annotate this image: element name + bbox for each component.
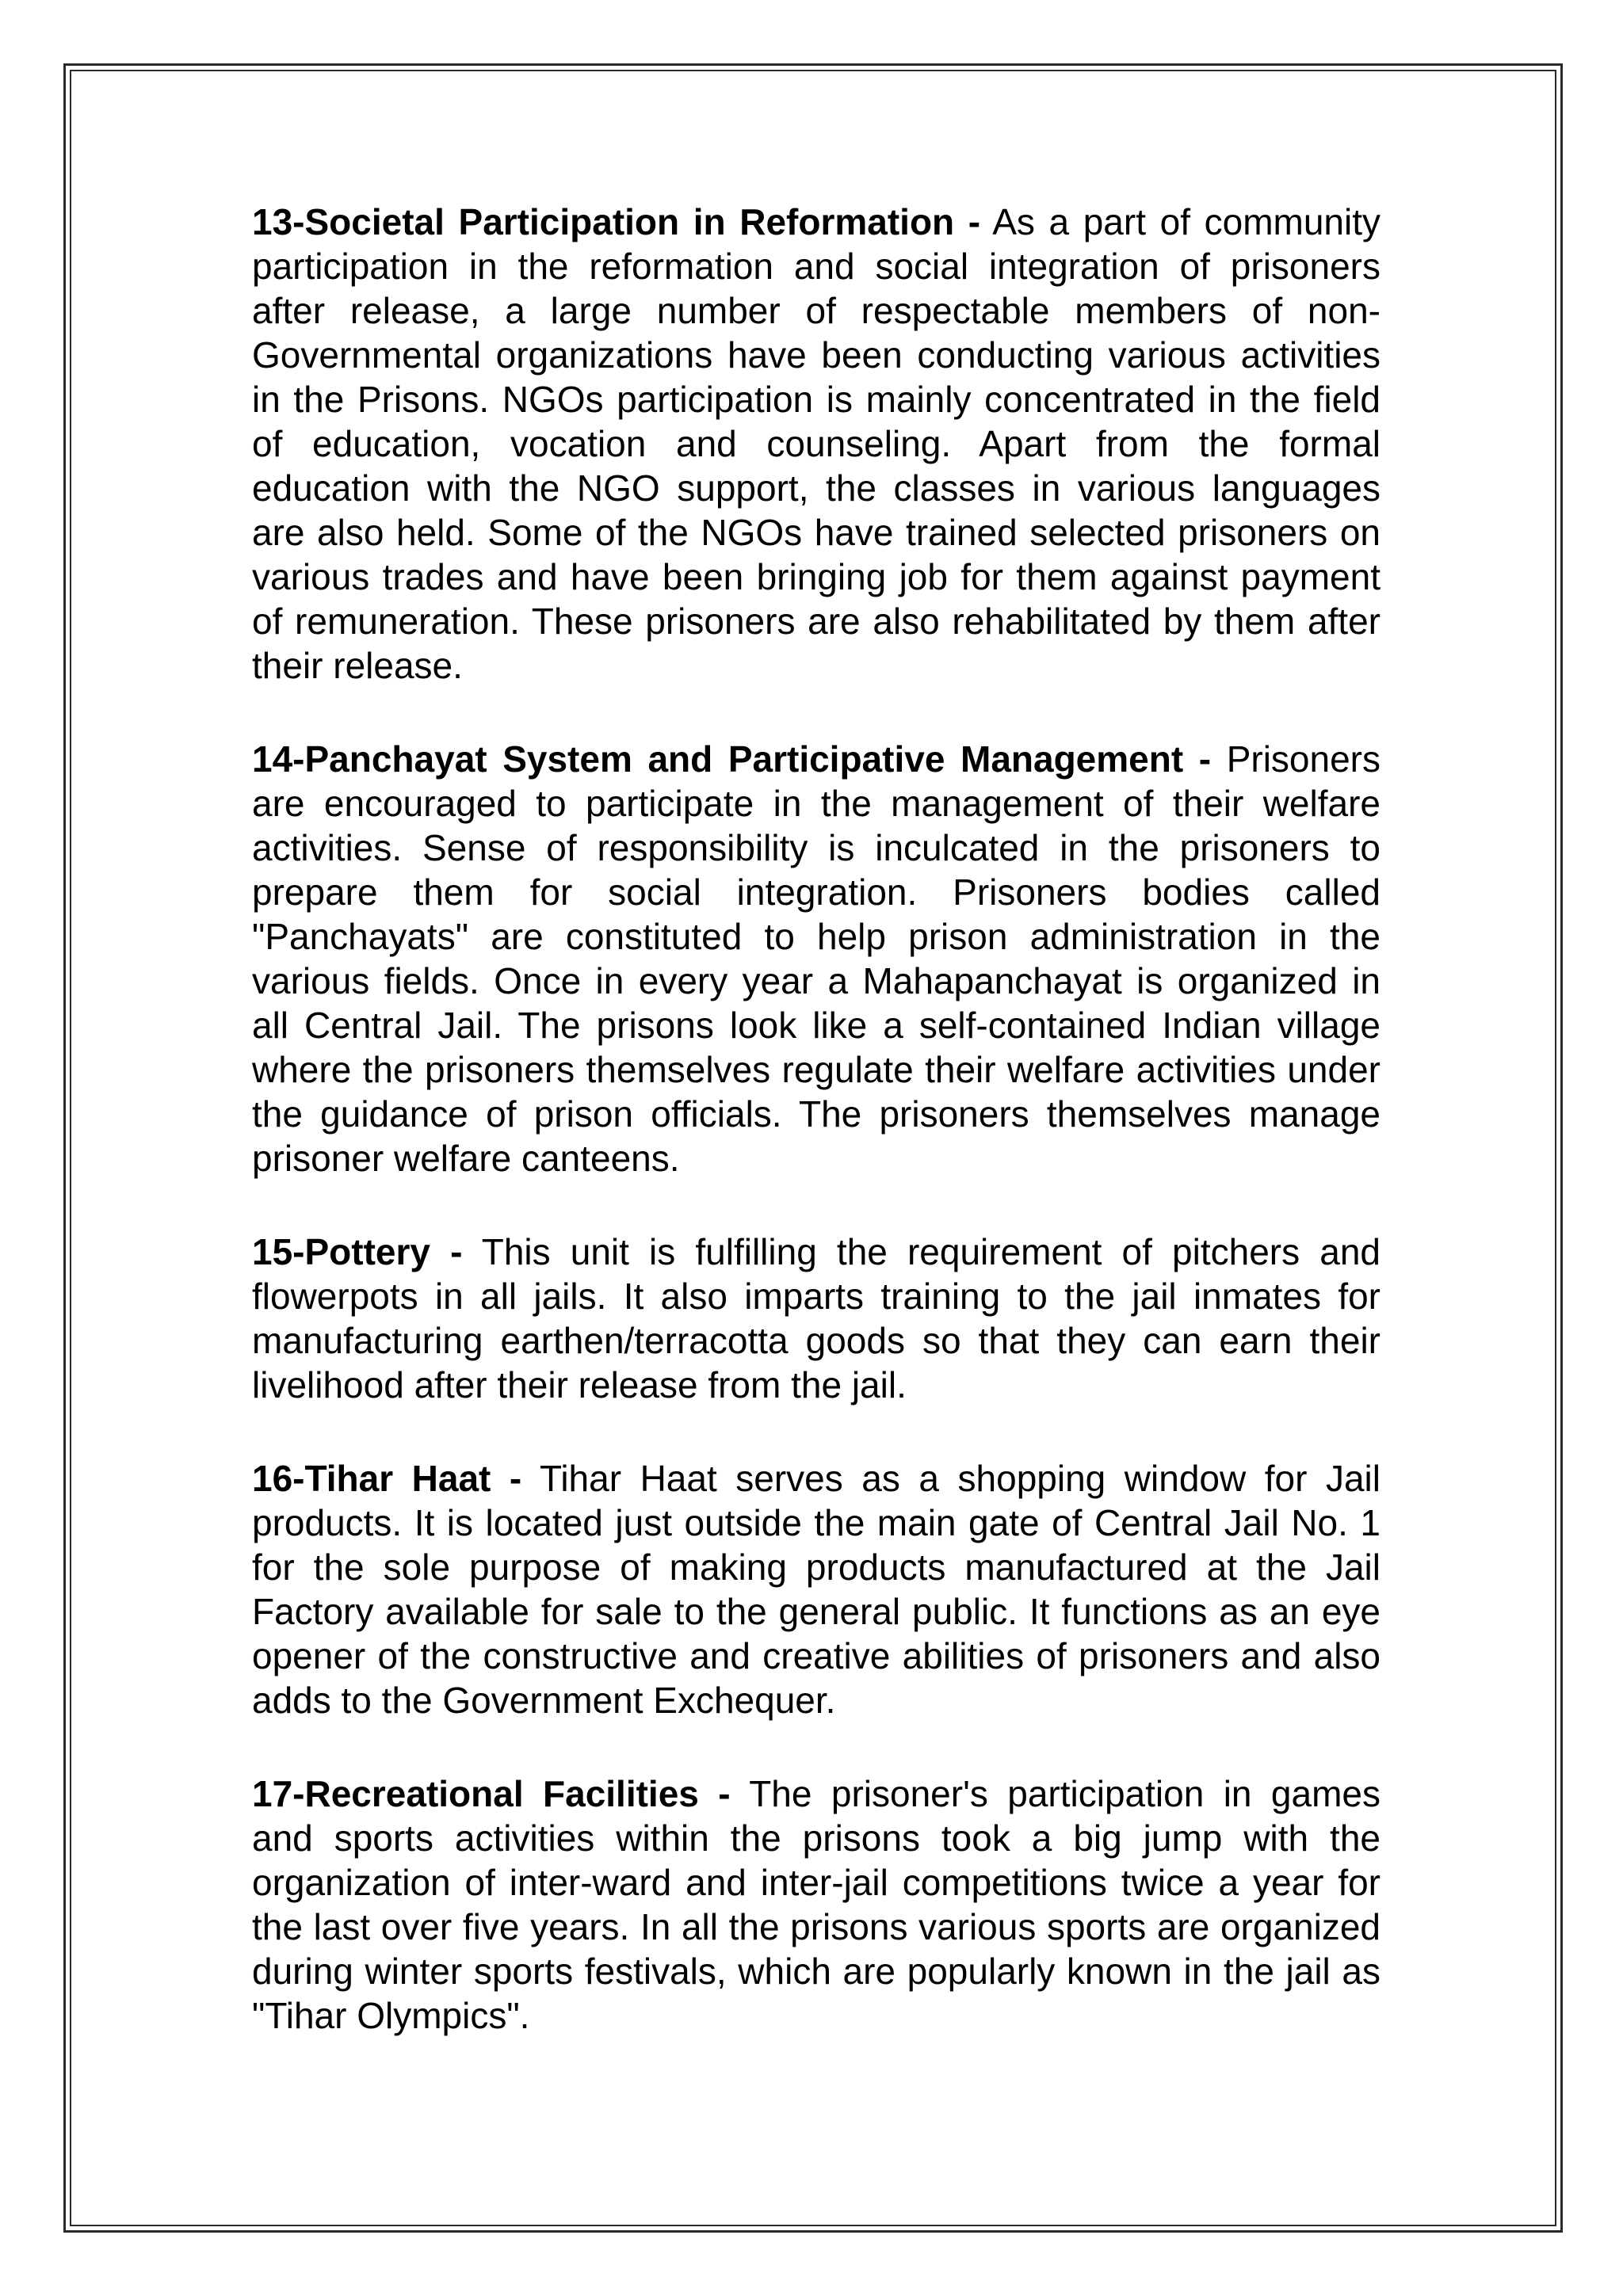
section-panchayat-system [252, 737, 1381, 1180]
section-body: Prisoners are encouraged to participate in the management of their welfare activities. Sense of responsibility is inculcated in the prisoners to prepare them for social integration. Prisoners bodies called "Panchayats" are constituted to help prison administration in the various fields. Once in every year a Mahapanchayat is organized in all Central Jail. The prisons look like a self-contained Indian village where the prisoners themselves regulate their welfare activities under the guidance of prison officials. The prisoners themselves manage prisoner welfare canteens. [252, 738, 1381, 1179]
section-body: As a part of community participation in the reformation and social integration of prisoners after release, a large number of respectable members of non-Governmental organizations have been conducting various activities in the Prisons. NGOs participation is mainly concentrated in the field of education, vocation and counseling. Apart from the formal education with the NGO support, the classes in various languages are also held. Some of the NGOs have trained selected prisoners on various trades and have been bringing job for them against payment of remuneration. These prisoners are also rehabilitated by them after their release. [252, 201, 1381, 686]
section-societal-participation [252, 200, 1381, 688]
section-pottery [252, 1230, 1381, 1407]
section-heading: 15-Pottery - [252, 1231, 463, 1272]
section-heading: 13-Societal Participation in Reformation - [252, 201, 981, 242]
section-heading: 14-Panchayat System and Participative Management - [252, 738, 1212, 780]
section-body: Tihar Haat serves as a shopping window for Jail products. It is located just outside the main gate of Central Jail No. 1 for the sole purpose of making products manufactured at the Jail Factory available for sale to the general public. It functions as an eye opener of the constructive and creative abilities of prisoners and also adds to the Government Exchequer. [252, 1458, 1381, 1721]
section-recreational-facilities [252, 1772, 1381, 2038]
section-body: The prisoner's participation in games and sports activities within the prisons took a big jump with the organization of inter-ward and inter-jail competitions twice a year for the last over five years. In all the prisons various sports are organized during winter sports festivals, which are popularly known in the jail as "Tihar Olympics". [252, 1773, 1381, 2036]
document-body [252, 200, 1381, 2087]
section-heading: 17-Recreational Facilities - [252, 1773, 731, 1814]
section-tihar-haat [252, 1456, 1381, 1722]
section-heading: 16-Tihar Haat - [252, 1458, 522, 1499]
section-body: This unit is fulfilling the requirement of pitchers and flowerpots in all jails. It also imparts training to the jail inmates for manufacturing earthen/terracotta goods so that they can earn their livelihood after their release from the jail. [252, 1231, 1381, 1405]
